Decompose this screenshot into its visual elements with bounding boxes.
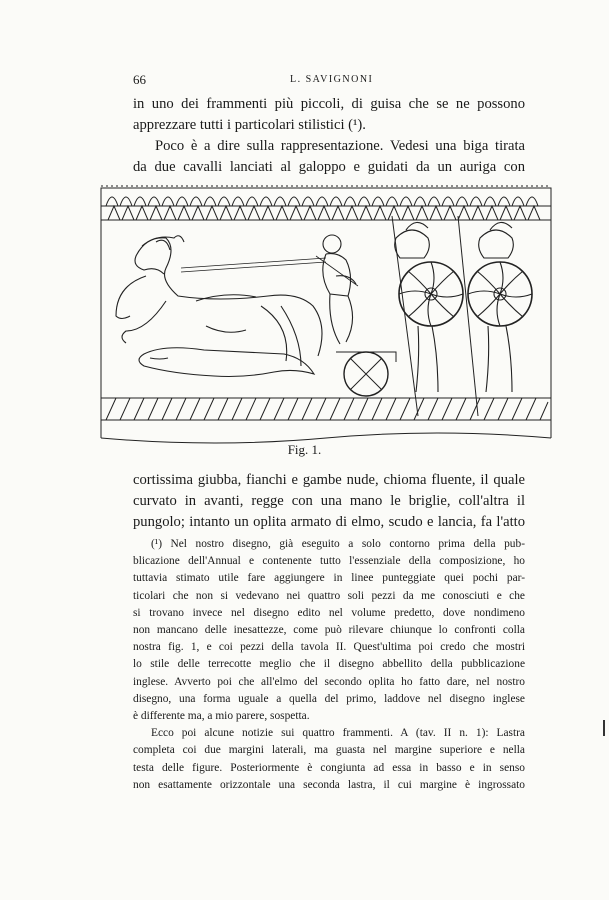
footnotes [133, 536, 525, 794]
footnote-line: nostra fig. 1, e coi pezzi della tavola II. Quest'ultima poi credo che mostri [133, 641, 525, 654]
chariot-wheel [336, 352, 396, 396]
figure-relief-drawing [96, 176, 556, 446]
footnote-line: si trovano invece nel disegno edito nel volume predetto, dove nondimeno [133, 606, 525, 619]
footnote-line: testa delle figure. Posteriormente è congiunta ad essa in basso e in senso [133, 761, 525, 774]
page-number: 66 [133, 72, 146, 87]
footnote-line: non esattamente orizzontale una seconda lastra, il cui margine è ingrossato [133, 778, 525, 791]
footnote-line: blicazione dell'Annual e contenente tutto l'essenziale della composizione, ho [133, 555, 525, 568]
footnote-line: completa coi due margini laterali, ma guasta nel margine superiore e nella [133, 744, 525, 757]
body-text-top [133, 94, 525, 178]
footnote-line: non mancano delle inesattezze, come può rilevare chiunque lo confronti colla [133, 624, 525, 637]
charioteer [316, 235, 358, 344]
footnote-line: disegno, una forma uguale a quella del primo, laddove nel disegno inglese [133, 692, 525, 705]
footnote-line: è differente ma, a mio parere, sospetta. [133, 710, 310, 723]
text-line: Poco è a dire sulla rappresentazione. Vedesi una biga tirata [155, 138, 525, 154]
footnote-line: lo stile delle terrecotte meglio che il disegno abbellito della pubblicazione [133, 658, 525, 671]
text-line: pungolo; intanto un oplita armato di elmo, scudo e lancia, fa l'atto [133, 514, 525, 530]
footnote-line: (¹) Nel nostro disegno, già eseguito a solo contorno prima della pub- [151, 538, 525, 550]
upper-frieze-pattern [106, 197, 538, 206]
body-text-bottom [133, 470, 525, 533]
footnote-line: ticolari che non si vedevano nei quattro soli pezzi da me conosciuti e che [133, 589, 525, 602]
horses [116, 236, 322, 366]
lower-frieze [101, 398, 551, 420]
hoplite-1 [392, 216, 463, 416]
footnote-line: inglese. Avverto poi che all'elmo del secondo oplita ho fatto dare, nel nostro [133, 675, 525, 688]
figure-caption: Fig. 1. [287, 442, 322, 457]
dog [139, 348, 314, 377]
text-line: apprezzare tutti i particolari stilistici (¹). [133, 117, 366, 133]
text-line: curvato in avanti, regge con una mano le briglie, coll'altra il [133, 493, 525, 509]
footnote-line: tuttavia stimato utile fare aggiungere in linee punteggiate quei pochi par- [133, 572, 525, 585]
hoplite-2 [458, 216, 532, 416]
footnote-line: Ecco poi alcune notizie sui quattro frammenti. A (tav. II n. 1): Lastra [151, 727, 525, 740]
running-head: L. SAVIGNONI [290, 74, 374, 85]
text-line: da due cavalli lanciati al galoppo e guidati da un auriga con [133, 159, 525, 175]
text-line: in uno dei frammenti più piccoli, di guisa che se ne possono [133, 96, 525, 112]
text-line: cortissima giubba, fianchi e gambe nude, chioma fluente, il quale [133, 472, 525, 488]
margin-mark [603, 720, 605, 736]
